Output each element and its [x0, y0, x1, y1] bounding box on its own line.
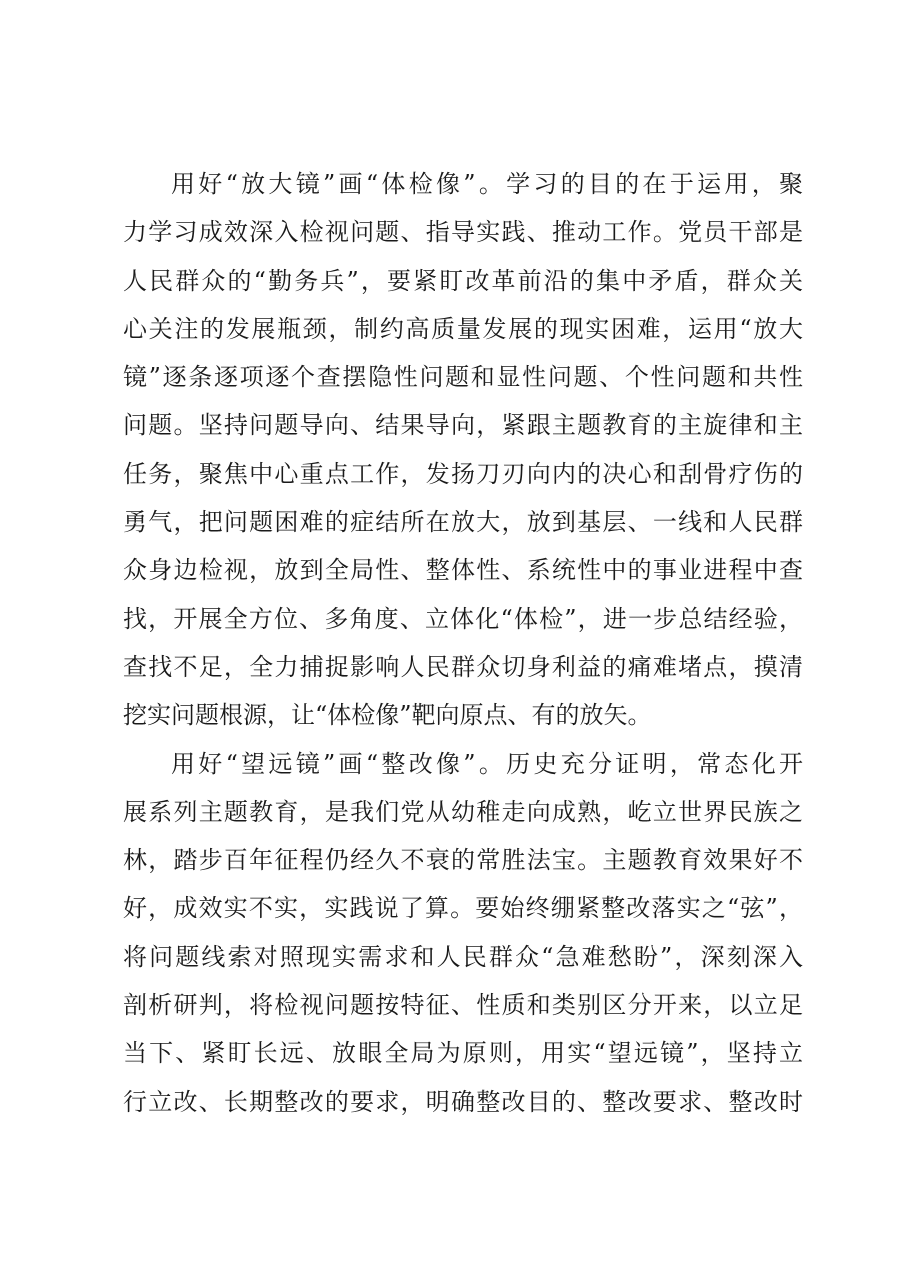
paragraph-line: 用好“望远镜”画“整改像”。历史充分证明，常态化开 [171, 749, 803, 778]
paragraph-line: 行立改、长期整改的要求，明确整改目的、整改要求、整改时 [123, 1087, 803, 1116]
paragraph-line: 众身边检视，放到全局性、整体性、系统性中的事业进程中查 [123, 556, 803, 585]
paragraph-line: 勇气，把问题困难的症结所在放大，放到基层、一线和人民群 [123, 508, 803, 537]
paragraph-magnifier [123, 160, 803, 740]
paragraph-line: 好，成效实不实，实践说了算。要始终绷紧整改落实之“弦”， [123, 894, 803, 923]
paragraph-line: 力学习成效深入检视问题、指导实践、推动工作。党员干部是 [123, 218, 803, 247]
paragraph-line: 人民群众的“勤务兵”，要紧盯改革前沿的集中矛盾，群众关 [123, 266, 803, 295]
paragraph-line: 当下、紧盯长远、放眼全局为原则，用实“望远镜”，坚持立 [123, 1039, 803, 1068]
paragraph-line: 将问题线索对照现实需求和人民群众“急难愁盼”，深刻深入 [123, 942, 803, 971]
paragraph-line: 找，开展全方位、多角度、立体化“体检”，进一步总结经验， [123, 604, 803, 633]
paragraph-line: 用好“放大镜”画“体检像”。学习的目的在于运用，聚 [171, 170, 803, 198]
paragraph-telescope [123, 740, 803, 1126]
paragraph-line: 挖实问题根源，让“体检像”靶向原点、有的放矢。 [123, 701, 652, 730]
paragraph-line: 问题。坚持问题导向、结果导向，紧跟主题教育的主旋律和主 [123, 411, 803, 440]
paragraph-line: 林，踏步百年征程仍经久不衰的常胜法宝。主题教育效果好不 [123, 846, 803, 875]
paragraph-line: 查找不足，全力捕捉影响人民群众切身利益的痛难堵点，摸清 [123, 652, 803, 681]
paragraph-line: 展系列主题教育，是我们党从幼稚走向成熟，屹立世界民族之 [123, 797, 803, 826]
paragraph-line: 任务，聚焦中心重点工作，发扬刀刃向内的决心和刮骨疗伤的 [123, 459, 803, 488]
document-body [123, 160, 803, 1126]
paragraph-line: 镜”逐条逐项逐个查摆隐性问题和显性问题、个性问题和共性 [123, 363, 803, 392]
paragraph-line: 心关注的发展瓶颈，制约高质量发展的现实困难，运用“放大 [123, 314, 803, 343]
paragraph-line: 剖析研判，将检视问题按特征、性质和类别区分开来，以立足 [123, 991, 803, 1020]
